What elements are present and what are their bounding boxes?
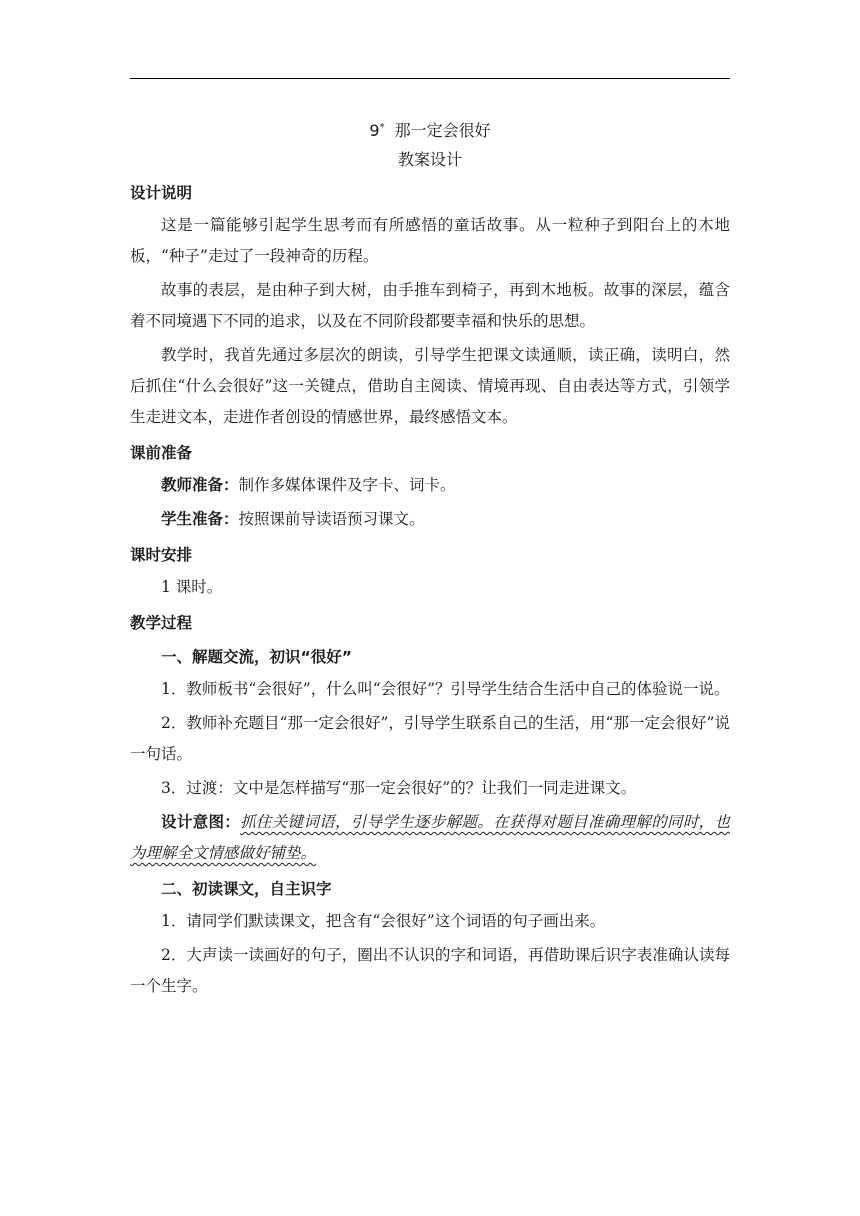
top-rule (130, 78, 730, 79)
design-intent-label: 设计意图： (161, 813, 241, 831)
document-content (130, 112, 730, 1005)
process-item-5: 2．大声读一读画好的句子，圈出不认识的字和词语，再借助课后识字表准确认读每一个生字。 (130, 946, 730, 995)
design-notes-paragraph-3: 教学时，我首先通过多层次的朗读，引导学生把课文读通顺，读正确，读明白，然后抓住“什么会很好”这一关键点，借助自主阅读、情境再现、自由表达等方式，引领学生走进文本，走进作者创设的情感世界，最终感悟文本。 (130, 346, 730, 426)
process-item-3-label: 3．过渡： (161, 779, 233, 797)
student-preparation-text: 按照课前导读语预习课文。 (238, 510, 425, 528)
teacher-preparation (130, 470, 730, 501)
section-heading-process: 教学过程 (130, 614, 193, 632)
lesson-number: 9 (369, 121, 380, 140)
process-item-4: 1．请同学们默读课文，把含有“会很好”这个词语的句子画出来。 (161, 912, 606, 930)
schedule-text: 1 课时。 (161, 578, 223, 596)
lesson-title-text: 那一定会很好 (394, 121, 491, 140)
lesson-superscript: * (379, 122, 385, 133)
section-heading-design-notes: 设计说明 (130, 184, 193, 202)
design-intent (130, 807, 730, 869)
design-intent-text: 抓住关键词语，引导学生逐步解题。在获得对题目准确理解的同时，也为理解全文情感做好铺垫。 (130, 813, 730, 862)
lesson-subtitle: 教案设计 (397, 150, 462, 169)
process-part-1-title: 一、解题交流，初识“很好” (161, 648, 352, 666)
process-part-2-title: 二、初读课文，自主识字 (161, 880, 332, 898)
section-heading-schedule: 课时安排 (130, 546, 193, 564)
process-item-1: 1．教师板书“会很好”，什么叫“会很好”？引导学生结合生活中自己的体验说一说。 (161, 680, 730, 698)
process-item-2: 2．教师补充题目“那一定会很好”，引导学生联系自己的生活，用“那一定会很好”说一句话。 (130, 714, 730, 763)
student-preparation-label: 学生准备： (161, 510, 239, 528)
teacher-preparation-text: 制作多媒体课件及字卡、词卡。 (238, 476, 456, 494)
process-item-3 (130, 773, 730, 804)
design-notes-paragraph-2: 故事的表层，是由种子到大树，由手推车到椅子，再到木地板。故事的深层，蕴含着不同境遇下不同的追求，以及在不同阶段都要幸福和快乐的思想。 (130, 281, 730, 330)
lesson-title (130, 112, 730, 144)
process-item-3-text: 文中是怎样描写“那一定会很好”的？让我们一同走进课文。 (232, 779, 637, 797)
section-heading-preparation: 课前准备 (130, 444, 193, 462)
teacher-preparation-label: 教师准备： (161, 476, 239, 494)
student-preparation (130, 504, 730, 535)
design-notes-paragraph-1: 这是一篇能够引起学生思考而有所感悟的童话故事。从一粒种子到阳台上的木地板，“种子”走过了一段神奇的历程。 (130, 216, 730, 265)
